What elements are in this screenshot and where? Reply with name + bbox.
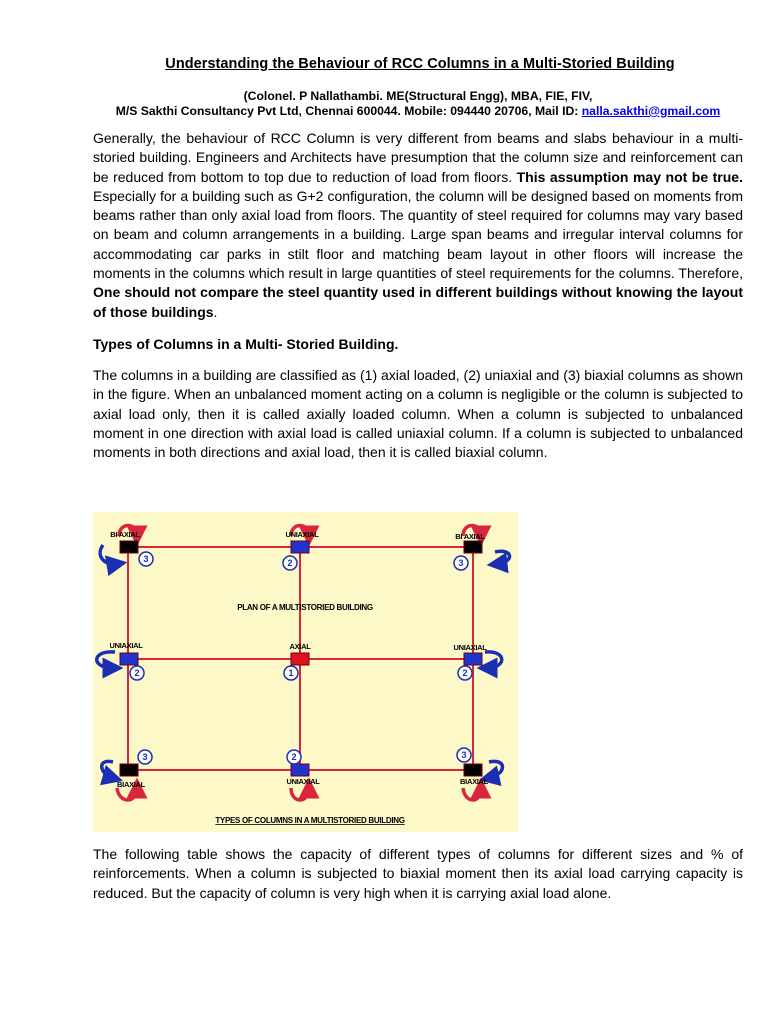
moment-arrow-ml-blue <box>97 652 115 668</box>
label-bl: BIAXIAL <box>117 780 145 789</box>
intro-text-e: . <box>213 303 218 320</box>
number-tr: 3 <box>458 558 464 568</box>
intro-emphasis-2: One should not compare the steel quantity used in different buildings without knowing the layout of those buildings <box>93 284 743 320</box>
moment-arrow-br-red <box>463 788 481 800</box>
number-tm: 2 <box>287 558 293 568</box>
paragraph-intro <box>93 129 743 322</box>
author-line-2 <box>93 104 743 119</box>
moment-arrow-tr-blue <box>495 551 510 564</box>
column-top-right <box>464 541 482 553</box>
moment-arrow-bl-red <box>117 788 137 800</box>
building-plan-diagram <box>93 512 518 832</box>
column-bottom-right <box>464 764 482 776</box>
number-mr: 2 <box>462 668 468 678</box>
author-company: M/S Sakthi Consultancy Pvt Ltd, Chennai 600044. Mobile: 094440 20706, Mail ID: <box>115 104 582 118</box>
column-top-middle <box>291 541 309 553</box>
number-br: 3 <box>461 750 467 760</box>
number-tl: 3 <box>143 554 149 564</box>
label-br: BIAXIAL <box>460 777 488 786</box>
label-mm: AXIAL <box>289 642 311 651</box>
section-heading: Types of Columns in a Multi- Storied Building. <box>93 335 399 352</box>
column-top-left <box>120 541 138 553</box>
intro-emphasis-1: This assumption may not be true. <box>516 168 743 185</box>
moment-arrow-bm-red <box>291 788 309 800</box>
column-types-figure <box>93 512 518 832</box>
label-bm: UNIAXIAL <box>286 777 320 786</box>
column-middle-left <box>120 653 138 665</box>
label-ml: UNIAXIAL <box>109 641 143 650</box>
column-middle-right <box>464 653 482 665</box>
number-ml: 2 <box>134 668 140 678</box>
number-bm: 2 <box>291 752 297 762</box>
label-mr: UNIAXIAL <box>453 643 487 652</box>
label-tr: BI AXIAL <box>455 532 485 541</box>
number-bl: 3 <box>142 752 148 762</box>
paragraph-capacity: The following table shows the capacity of different types of columns for different sizes and % of reinforcements. When a column is subjected to biaxial moment then its axial load carrying capacity is reduced. But the capacity of column is very high when it is carrying axial load alone. <box>93 846 743 901</box>
label-tm: UNIAXIAL <box>285 530 319 539</box>
intro-text-c: Especially for a building such as G+2 configuration, the column will be designed based on moments from beams rather than only axial load from floors. The quantity of steel required for columns may vary based on beam and column arrangements in a building. Large span beams and irregular interval columns for accommodating car parks in stilt floor and matching beam layout in other floors will increase the moments in the columns which result in large quantities of steel requirements for the columns. Therefore, <box>93 187 743 282</box>
moment-arrow-tl-blue <box>100 545 117 564</box>
moment-arrow-bl-blue <box>102 761 113 778</box>
intro-text-a: Generally, the behaviour of RCC Column is very different from beams and slabs behaviour in a multi-storied building. Engineers and Architects have presumption that the column size and reinforcement can be reduced from bottom to top due to reduction of load from floors. <box>93 130 743 185</box>
paragraph-types: The columns in a building are classified as (1) axial loaded, (2) uniaxial and (3) biaxial columns as shown in the figure. When an unbalanced moment acting on a column is negligible or the column is subjected to axial load only, then it is called axially loaded column. When a column is subjected to unbalanced moment in one direction with axial load is called uniaxial column. If a column is subjected to unbalanced moments in both directions and axial load, then it is called biaxial column. <box>93 366 743 461</box>
column-bottom-left <box>120 764 138 776</box>
moment-arrow-mr-blue <box>485 652 502 668</box>
number-mm: 1 <box>288 668 294 678</box>
label-tl: BI AXIAL <box>110 530 140 539</box>
author-email-link[interactable]: nalla.sakthi@gmail.com <box>581 104 721 118</box>
column-bottom-middle <box>291 764 309 776</box>
document-body <box>93 56 743 462</box>
author-line-1: (Colonel. P Nallathambi. ME(Structural Engg), MBA, FIE, FIV, <box>243 89 593 103</box>
figure-caption: TYPES OF COLUMNS IN A MULTISTORIED BUILDING <box>215 816 405 825</box>
column-center <box>291 653 309 665</box>
plan-label: PLAN OF A MULTISTORIED BUILDING <box>237 603 373 612</box>
moment-arrow-br-blue <box>489 761 503 778</box>
document-title: Understanding the Behaviour of RCC Columns in a Multi-Storied Building <box>165 56 675 72</box>
